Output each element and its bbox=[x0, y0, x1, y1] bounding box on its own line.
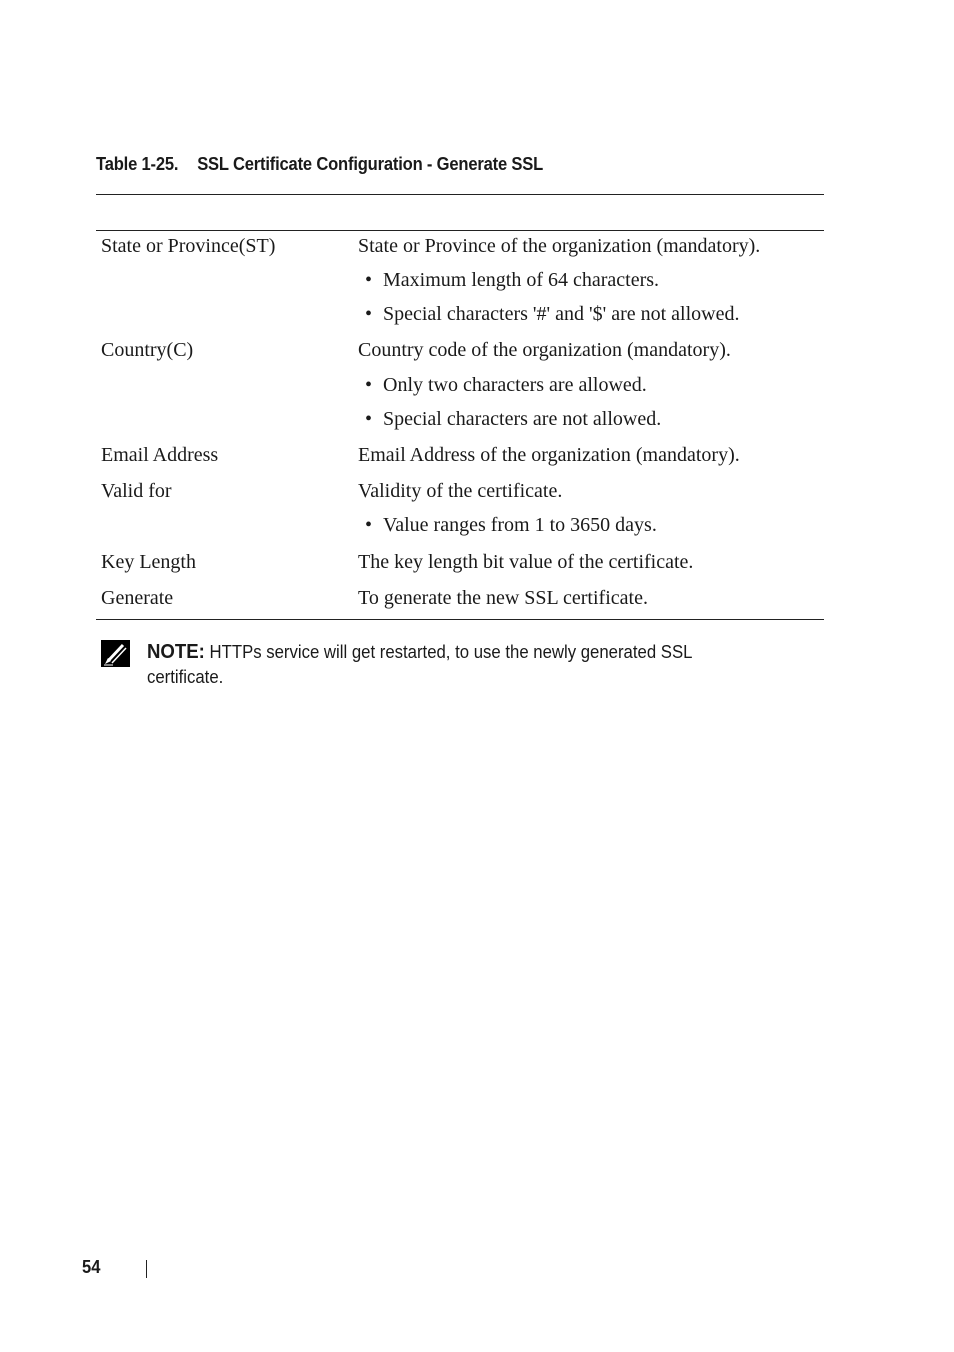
list-item: • Special characters are not allowed. bbox=[365, 408, 662, 430]
note-label: NOTE: bbox=[147, 641, 205, 663]
table-row-term: Email Address bbox=[101, 444, 219, 466]
bullet-icon: • bbox=[365, 303, 373, 325]
table-row-description: State or Province of the organization (mandatory). bbox=[358, 235, 761, 257]
table-row-description: The key length bit value of the certificate. bbox=[358, 551, 694, 573]
note-body: HTTPs service will get restarted, to use the newly generated SSL certificate. bbox=[147, 642, 692, 687]
list-item: • Special characters '#' and '$' are not allowed. bbox=[365, 303, 740, 325]
table-row-description: Country code of the organization (mandatory). bbox=[358, 339, 731, 361]
bullet-icon: • bbox=[365, 374, 373, 396]
table-top-rule bbox=[96, 194, 824, 195]
table-row-term: State or Province(ST) bbox=[101, 235, 276, 257]
bullet-icon: • bbox=[365, 269, 373, 291]
table-row-description: Email Address of the organization (mandatory). bbox=[358, 444, 740, 466]
bullet-icon: • bbox=[365, 408, 373, 430]
note-pencil-icon bbox=[101, 640, 130, 667]
page-number: 54 bbox=[82, 1257, 101, 1277]
list-item: • Only two characters are allowed. bbox=[365, 374, 647, 396]
table-number: Table 1-25. bbox=[96, 154, 179, 174]
table-row-term: Key Length bbox=[101, 551, 196, 573]
table-row-term: Country(C) bbox=[101, 339, 194, 361]
table-bottom-rule bbox=[96, 619, 824, 620]
table-caption bbox=[96, 154, 543, 175]
table-row-description: Validity of the certificate. bbox=[358, 480, 563, 502]
bullet-icon: • bbox=[365, 514, 373, 536]
list-item: • Value ranges from 1 to 3650 days. bbox=[365, 514, 657, 536]
table-row-term: Valid for bbox=[101, 480, 172, 502]
list-item: • Maximum length of 64 characters. bbox=[365, 269, 660, 291]
table-title: SSL Certificate Configuration - Generate SSL bbox=[197, 154, 544, 174]
table-row-term: Generate bbox=[101, 587, 174, 609]
table-row-description: To generate the new SSL certificate. bbox=[358, 587, 648, 609]
page-number-separator bbox=[146, 1260, 147, 1278]
table-header-rule bbox=[96, 230, 824, 231]
note-text bbox=[147, 640, 742, 690]
